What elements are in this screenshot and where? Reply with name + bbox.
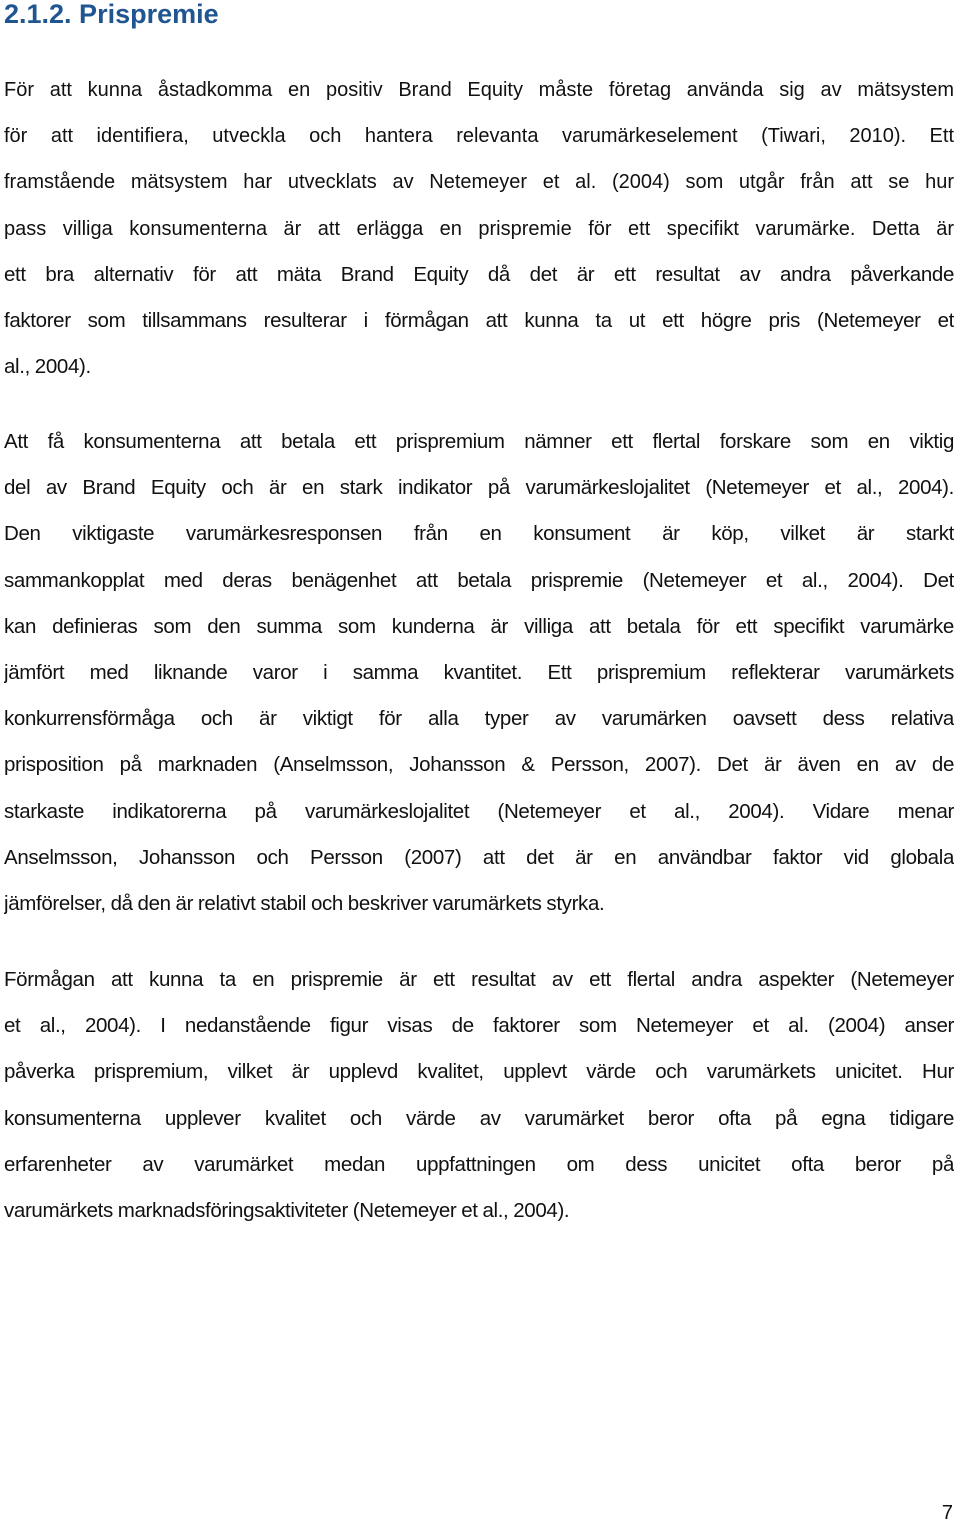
paragraph-line: Den viktigaste varumärkesresponsen från en konsument är köp, vilket är starkt: [4, 522, 954, 546]
paragraph-line: Att få konsumenterna att betala ett prispremium nämner ett flertal forskare som en viktig: [4, 430, 954, 453]
paragraph-line: för att identifiera, utveckla och hantera relevanta varumärkeselement (Tiwari, 2010). Ett: [4, 125, 954, 148]
paragraph-1: [4, 67, 954, 390]
paragraph-line: ett bra alternativ för att mäta Brand Equity då det är ett resultat av andra påverkande: [4, 262, 954, 286]
paragraph-line: varumärkets marknadsföringsaktiviteter (Netemeyer et al., 2004).: [4, 1199, 570, 1223]
paragraph-line: del av Brand Equity och är en stark indikator på varumärkeslojalitet (Netemeyer et al., 2004).: [4, 476, 954, 500]
paragraph-line: kan definieras som den summa som kunderna är villiga att betala för ett specifikt varumärke: [4, 614, 954, 638]
paragraph-line: pass villiga konsumenterna är att erlägga en prispremie för ett specifikt varumärke. Detta är: [4, 217, 954, 240]
paragraph-line: Förmågan att kunna ta en prispremie är ett resultat av ett flertal andra aspekter (Netemeyer: [4, 968, 954, 991]
paragraph-line: al., 2004).: [4, 355, 91, 379]
paragraph-line: starkaste indikatorerna på varumärkeslojalitet (Netemeyer et al., 2004). Vidare menar: [4, 799, 954, 823]
page-number: 7: [941, 1502, 953, 1524]
paragraph-line: konkurrensförmåga och är viktigt för alla typer av varumärken oavsett dess relativa: [4, 707, 954, 731]
paragraph-line: sammankopplat med deras benägenhet att betala prispremie (Netemeyer et al., 2004). Det: [4, 568, 954, 592]
paragraph-2: [4, 419, 954, 927]
section-heading: 2.1.2. Prispremie: [4, 0, 219, 29]
paragraph-line: påverka prispremium, vilket är upplevd kvalitet, upplevt värde och varumärkets unicitet. Hur: [4, 1060, 954, 1084]
paragraph-line: Anselmsson, Johansson och Persson (2007) att det är en användbar faktor vid globala: [4, 845, 954, 869]
paragraph-line: et al., 2004). I nedanstående figur visas de faktorer som Netemeyer et al. (2004) anser: [4, 1014, 954, 1038]
paragraph-line: jämfört med liknande varor i samma kvantitet. Ett prispremium reflekterar varumärkets: [4, 661, 954, 685]
paragraph-line: erfarenheter av varumärket medan uppfattningen om dess unicitet ofta beror på: [4, 1152, 954, 1176]
paragraph-line: För att kunna åstadkomma en positiv Brand Equity måste företag använda sig av mätsystem: [4, 79, 954, 101]
paragraph-line: faktorer som tillsammans resulterar i förmågan att kunna ta ut ett högre pris (Netemeyer et: [4, 309, 954, 333]
paragraph-line: framstående mätsystem har utvecklats av Netemeyer et al. (2004) som utgår från att se hur: [4, 171, 954, 194]
paragraph-3: [4, 957, 954, 1234]
paragraph-line: jämförelser, då den är relativt stabil och beskriver varumärkets styrka.: [4, 892, 605, 916]
paragraph-line: konsumenterna upplever kvalitet och värde av varumärket beror ofta på egna tidigare: [4, 1106, 954, 1130]
paragraph-line: prisposition på marknaden (Anselmsson, Johansson & Persson, 2007). Det är även en av de: [4, 753, 954, 777]
